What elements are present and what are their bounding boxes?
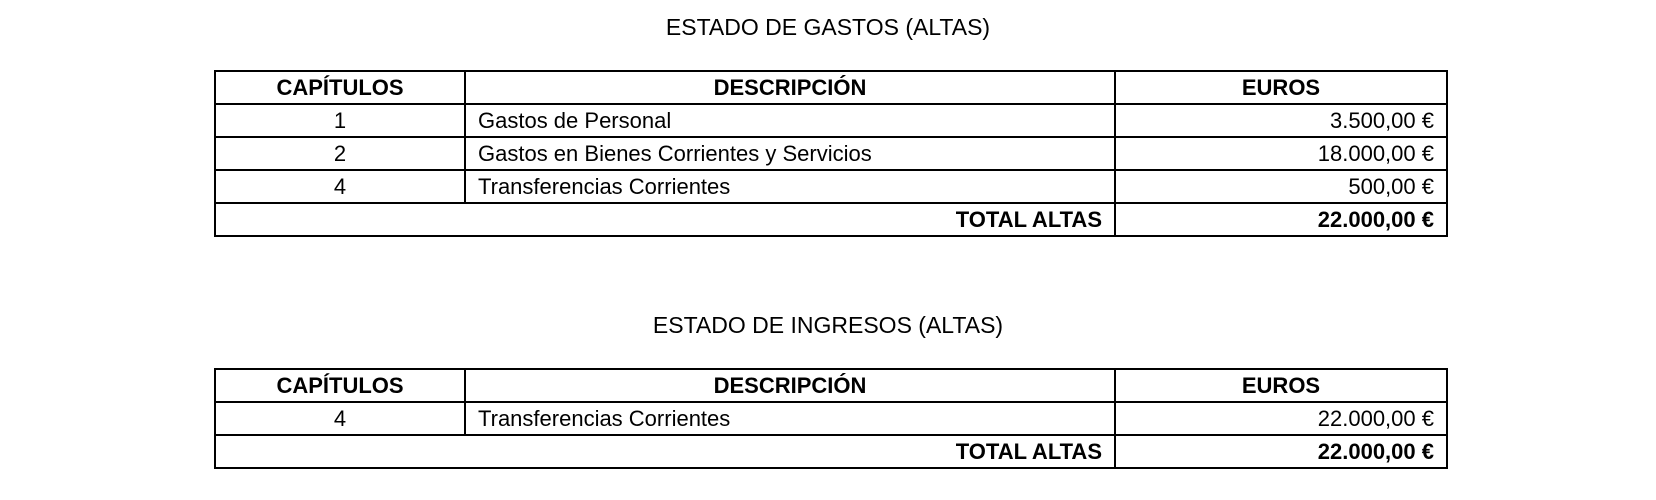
ingresos-total-row: [215, 435, 1447, 468]
euros-cell: 22.000,00 €: [1115, 402, 1447, 435]
euros-cell: 500,00 €: [1115, 170, 1447, 203]
gastos-total-row: [215, 203, 1447, 236]
gastos-table: [214, 70, 1448, 237]
table-row: [215, 402, 1447, 435]
descripcion-header: DESCRIPCIÓN: [465, 369, 1115, 402]
total-altas-value: 22.000,00 €: [1115, 435, 1447, 468]
capitulos-header: CAPÍTULOS: [215, 71, 465, 104]
table-row: [215, 170, 1447, 203]
euros-cell: 3.500,00 €: [1115, 104, 1447, 137]
descripcion-cell: Gastos de Personal: [465, 104, 1115, 137]
euros-header: EUROS: [1115, 71, 1447, 104]
descripcion-cell: Gastos en Bienes Corrientes y Servicios: [465, 137, 1115, 170]
capitulo-cell: 1: [215, 104, 465, 137]
gastos-header-row: [215, 71, 1447, 104]
total-altas-label: TOTAL ALTAS: [215, 203, 1115, 236]
descripcion-cell: Transferencias Corrientes: [465, 170, 1115, 203]
ingresos-table: [214, 368, 1448, 469]
table-row: [215, 104, 1447, 137]
capitulos-header: CAPÍTULOS: [215, 369, 465, 402]
descripcion-cell: Transferencias Corrientes: [465, 402, 1115, 435]
ingresos-header-row: [215, 369, 1447, 402]
capitulo-cell: 4: [215, 170, 465, 203]
capitulo-cell: 2: [215, 137, 465, 170]
euros-header: EUROS: [1115, 369, 1447, 402]
euros-cell: 18.000,00 €: [1115, 137, 1447, 170]
gastos-title: ESTADO DE GASTOS (ALTAS): [665, 14, 991, 40]
total-altas-value: 22.000,00 €: [1115, 203, 1447, 236]
ingresos-title: ESTADO DE INGRESOS (ALTAS): [652, 312, 1004, 338]
capitulo-cell: 4: [215, 402, 465, 435]
descripcion-header: DESCRIPCIÓN: [465, 71, 1115, 104]
total-altas-label: TOTAL ALTAS: [215, 435, 1115, 468]
table-row: [215, 137, 1447, 170]
